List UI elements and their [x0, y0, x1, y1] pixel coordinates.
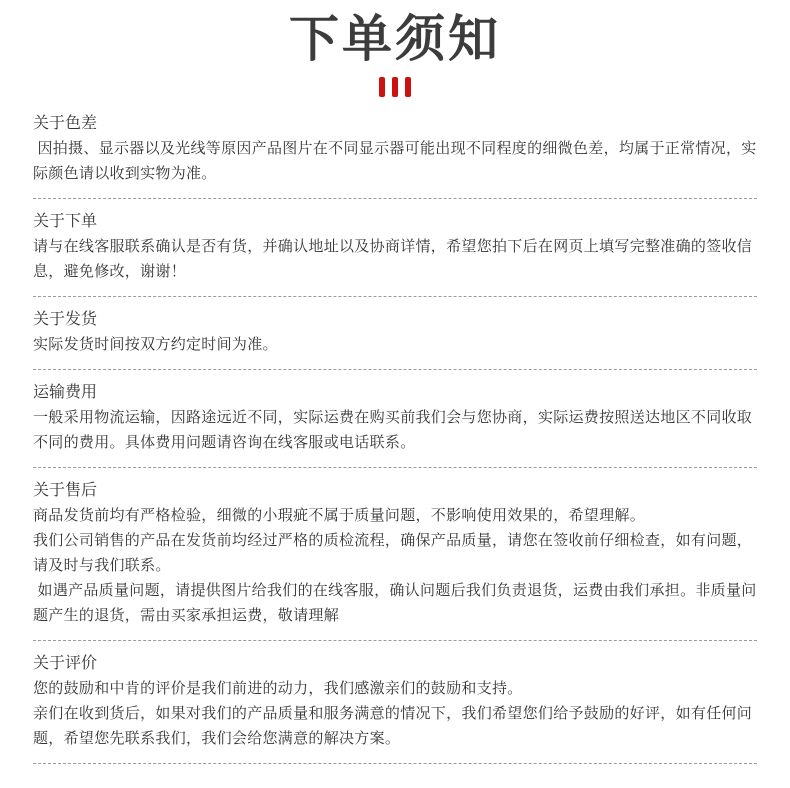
section-ordering: [33, 199, 757, 297]
accent-bar-icon: [405, 77, 411, 97]
section-heading: 运输费用: [33, 384, 98, 401]
accent-bar-icon: [392, 77, 398, 97]
section-after-sales: [33, 468, 757, 641]
section-paragraph: 请与在线客服联系确认是否有货，并确认地址以及协商详情，希望您拍下后在网页上填写完整准确的签收信息，避免修改，谢谢！: [33, 238, 753, 280]
section-heading: 关于售后: [33, 482, 98, 499]
accent-bars-icon: [33, 77, 757, 97]
section-paragraph: 一般采用物流运输，因路途远近不同，实际运费在购买前我们会与您协商，实际运费按照送达地区不同收取不同的费用。具体费用问题请咨询在线客服或电话联系。: [33, 409, 753, 451]
section-paragraph: 我们公司销售的产品在发货前均经过严格的质检流程，确保产品质量，请您在签收前仔细检查，如有问题，请及时与我们联系。: [33, 532, 753, 574]
section-shipping-fee: [33, 370, 757, 468]
section-paragraph: 商品发货前均有严格检验，细微的小瑕疵不属于质量问题，不影响使用效果的，希望理解。: [33, 507, 646, 524]
section-review: [33, 641, 757, 764]
section-paragraph: 您的鼓励和中肯的评价是我们前进的动力，我们感激亲们的鼓励和支持。: [33, 680, 523, 697]
section-color-difference: [33, 101, 757, 199]
section-shipping: [33, 297, 757, 370]
section-paragraph: 因拍摄、显示器以及光线等原因产品图片在不同显示器可能出现不同程度的细微色差，均属于正常情况，实际颜色请以收到实物为准。: [33, 140, 757, 182]
page-title: 下单须知: [289, 11, 501, 67]
section-paragraph: 实际发货时间按双方约定时间为准。: [33, 336, 278, 353]
section-heading: 关于评价: [33, 655, 98, 672]
accent-bar-icon: [379, 77, 385, 97]
section-paragraph: 亲们在收到货后，如果对我们的产品质量和服务满意的情况下，我们希望您们给予鼓励的好评，如有任何问题，希望您先联系我们，我们会给您满意的解决方案。: [33, 705, 753, 747]
page-header: [33, 0, 757, 97]
section-paragraph: 如遇产品质量问题，请提供图片给我们的在线客服，确认问题后我们负责退货，运费由我们承担。非质量问题产生的退货，需由买家承担运费，敬请理解: [33, 582, 757, 624]
section-heading: 关于发货: [33, 311, 98, 328]
section-heading: 关于下单: [33, 213, 98, 230]
notice-sections: [33, 101, 757, 764]
section-heading: 关于色差: [33, 115, 98, 132]
